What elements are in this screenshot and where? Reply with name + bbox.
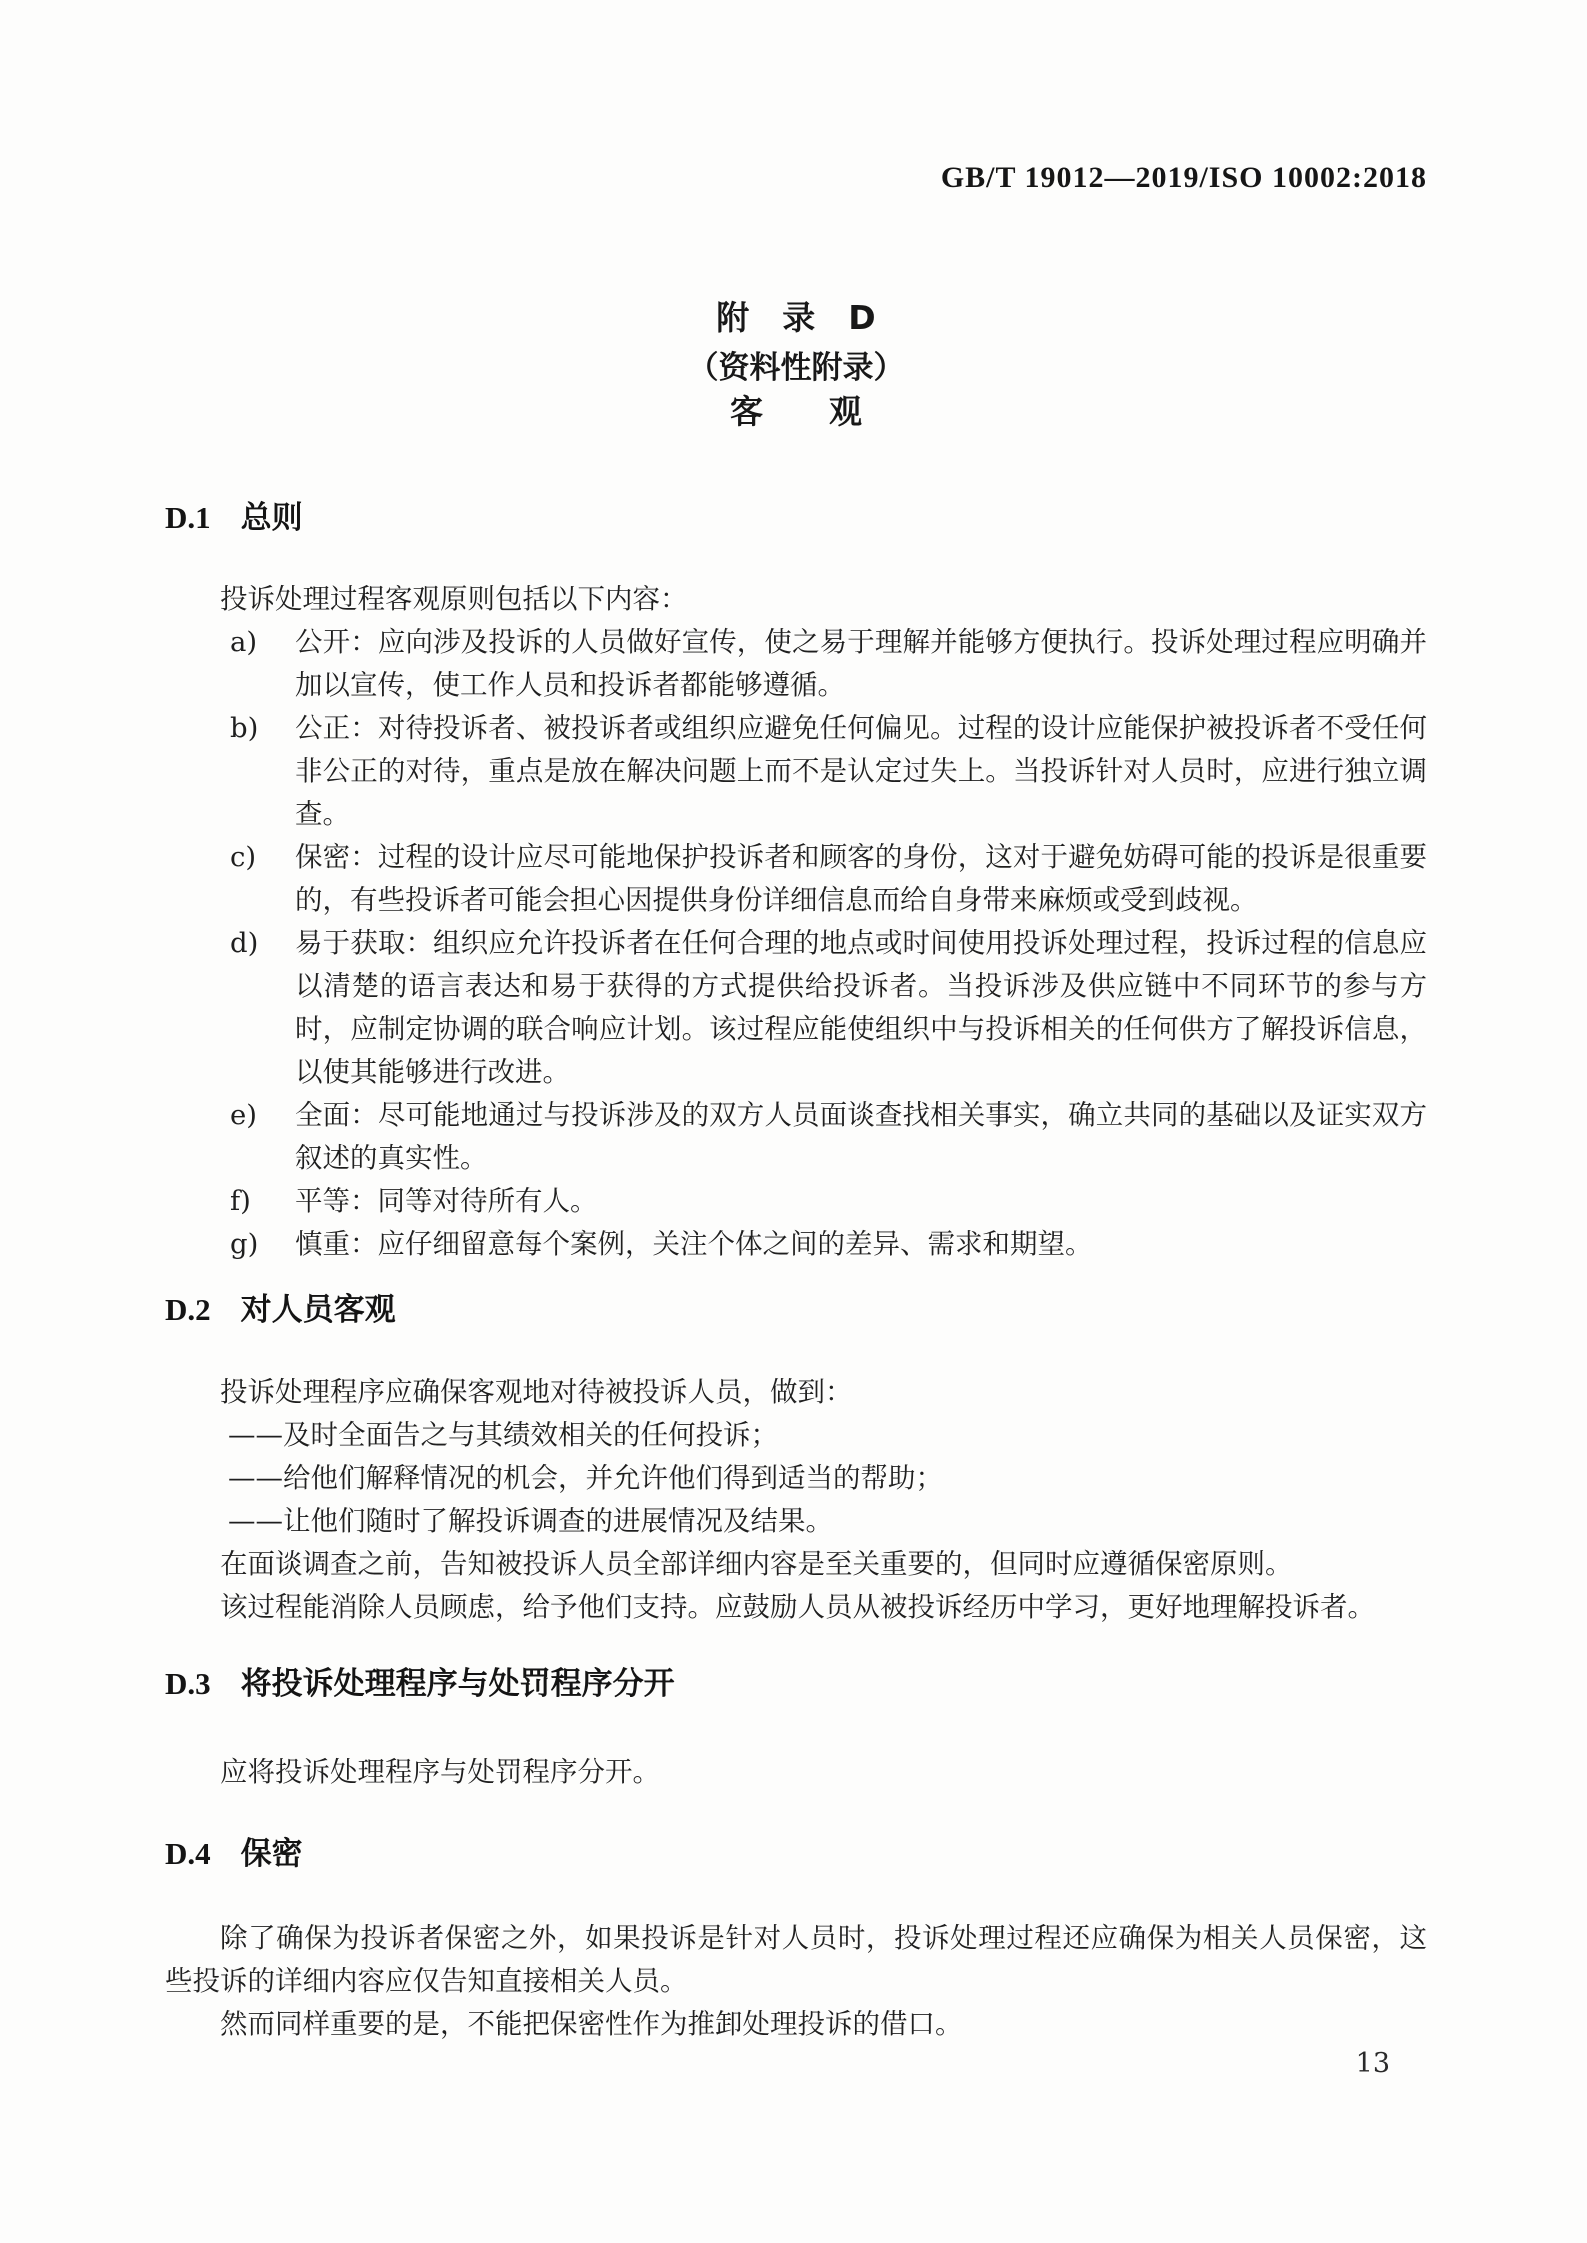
list-item-text: 保密：过程的设计应尽可能地保护投诉者和顾客的身份，这对于避免妨碍可能的投诉是很重要的，有些投诉者可能会担心因提供身份详细信息而给自身带来麻烦或受到歧视。 bbox=[295, 841, 1427, 916]
list-item-c bbox=[165, 836, 1427, 922]
list-item-label: e) bbox=[230, 1099, 258, 1131]
list-item-e bbox=[165, 1094, 1427, 1180]
list-item-b bbox=[165, 707, 1427, 836]
dash-item: ——给他们解释情况的机会，并允许他们得到适当的帮助； bbox=[228, 1462, 943, 1494]
list-item-text: 公开：应向涉及投诉的人员做好宣传，使之易于理解并能够方便执行。投诉处理过程应明确并加以宣传，使工作人员和投诉者都能够遵循。 bbox=[295, 626, 1427, 701]
appendix-title: 附 录 D bbox=[716, 298, 876, 337]
section-number-d3: D.3 bbox=[165, 1666, 211, 1701]
list-item-label: f) bbox=[230, 1185, 251, 1217]
d2-paragraph-1: 在面谈调查之前，告知被投诉人员全部详细内容是至关重要的，但同时应遵循保密原则。 bbox=[220, 1548, 1293, 1580]
list-item-a bbox=[165, 621, 1427, 707]
section-title-d1: 总则 bbox=[240, 500, 303, 536]
d2-paragraph-2: 该过程能消除人员顾虑，给予他们支持。应鼓励人员从被投诉经历中学习，更好地理解投诉者。 bbox=[220, 1591, 1375, 1623]
list-item-text: 易于获取：组织应允许投诉者在任何合理的地点或时间使用投诉处理过程，投诉过程的信息应以清楚的语言表达和易于获得的方式提供给投诉者。当投诉涉及供应链中不同环节的参与方时，应制定协调的联合响应计划。该过程应能使组织中与投诉相关的任何供方了解投诉信息，以使其能够进行改进。 bbox=[295, 927, 1427, 1088]
section-heading-d3 bbox=[165, 1662, 1427, 1706]
section-number-d4: D.4 bbox=[165, 1836, 211, 1871]
list-item-text: 公正：对待投诉者、被投诉者或组织应避免任何偏见。过程的设计应能保护被投诉者不受任何非公正的对待，重点是放在解决问题上而不是认定过失上。当投诉针对人员时，应进行独立调查。 bbox=[295, 712, 1427, 830]
section-heading-d2 bbox=[165, 1288, 1427, 1332]
d2-intro-paragraph: 投诉处理程序应确保客观地对待被投诉人员，做到： bbox=[220, 1376, 853, 1408]
list-item-label: b) bbox=[230, 712, 259, 744]
d1-intro-paragraph: 投诉处理过程客观原则包括以下内容： bbox=[220, 583, 688, 615]
appendix-type: （资料性附录） bbox=[687, 350, 905, 386]
section-title-d3: 将投诉处理程序与处罚程序分开 bbox=[240, 1666, 675, 1702]
list-item-g bbox=[165, 1223, 1427, 1266]
list-item-f bbox=[165, 1180, 1427, 1223]
section-number-d2: D.2 bbox=[165, 1292, 211, 1327]
d3-paragraph: 应将投诉处理程序与处罚程序分开。 bbox=[220, 1756, 660, 1788]
list-item-text: 平等：同等对待所有人。 bbox=[295, 1185, 598, 1217]
d4-paragraph-2: 然而同样重要的是，不能把保密性作为推卸处理投诉的借口。 bbox=[220, 2008, 963, 2040]
appendix-title-block bbox=[165, 296, 1427, 434]
section-title-d2: 对人员客观 bbox=[240, 1292, 396, 1328]
standard-code: GB/T 19012—2019/ISO 10002:2018 bbox=[940, 161, 1427, 194]
dash-item: ——及时全面告之与其绩效相关的任何投诉； bbox=[228, 1419, 778, 1451]
section-heading-d4 bbox=[165, 1832, 1427, 1876]
section-number-d1: D.1 bbox=[165, 500, 211, 535]
list-item-text: 慎重：应仔细留意每个案例，关注个体之间的差异、需求和期望。 bbox=[295, 1228, 1093, 1260]
section-heading-d1 bbox=[165, 496, 1427, 540]
list-item-label: g) bbox=[230, 1228, 259, 1260]
appendix-subject: 客 观 bbox=[730, 392, 862, 431]
page-number: 13 bbox=[1355, 2048, 1390, 2079]
list-item-text: 全面：尽可能地通过与投诉涉及的双方人员面谈查找相关事实，确立共同的基础以及证实双方叙述的真实性。 bbox=[295, 1099, 1427, 1174]
list-item-label: c) bbox=[230, 841, 257, 873]
list-item-label: d) bbox=[230, 927, 259, 959]
d1-lettered-list bbox=[165, 621, 1427, 1266]
dash-item: ——让他们随时了解投诉调查的进展情况及结果。 bbox=[228, 1505, 833, 1537]
section-title-d4: 保密 bbox=[240, 1836, 303, 1872]
list-item-d bbox=[165, 922, 1427, 1094]
d4-paragraph-1: 除了确保为投诉者保密之外，如果投诉是针对人员时，投诉处理过程还应确保为相关人员保密，这些投诉的详细内容应仅告知直接相关人员。 bbox=[165, 1922, 1427, 1997]
list-item-label: a) bbox=[230, 626, 258, 658]
